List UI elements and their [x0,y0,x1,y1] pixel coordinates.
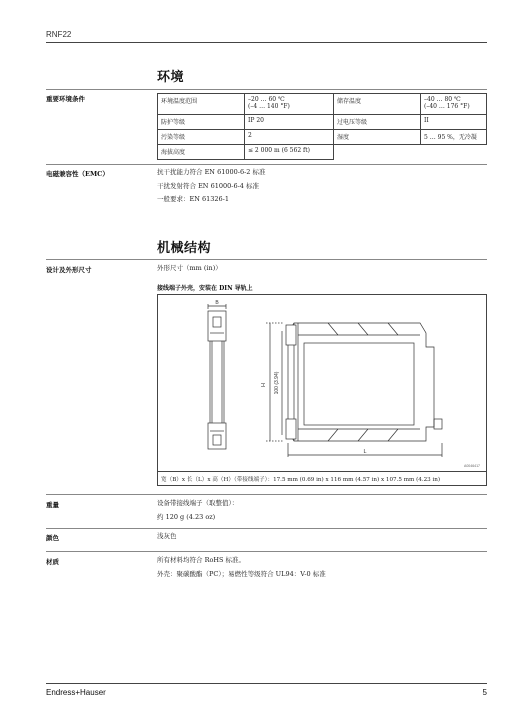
divider [46,89,487,90]
divider [46,494,487,495]
dim-label-100: 100 (3.94) [274,371,280,395]
design-dim-unit: 外形尺寸（mm (in)） [157,264,222,272]
weight-line: 约 120 g (4.23 oz) [157,512,216,521]
table-cell: 环境温度范围 [158,94,245,115]
table-cell: II [421,115,487,130]
material-label: 材质 [46,558,59,566]
divider [46,259,487,260]
emc-line: 一般要求：EN 61326-1 [157,195,230,203]
emc-line: 干扰发射符合 EN 61000-6-4 标准 [157,181,259,190]
table-cell [421,145,487,160]
environment-table [157,93,487,160]
table-row [158,130,487,145]
emc-label: 电磁兼容性（EMC） [46,170,109,178]
header-rule [46,42,487,43]
table-cell [334,145,421,160]
dimension-figure [157,294,487,486]
divider [46,528,487,529]
section-title-environment: 环境 [157,70,185,85]
dim-label-b: B [215,300,219,306]
divider [46,551,487,552]
dim-label-l: L [363,449,367,455]
table-cell: 储存温度 [334,94,421,115]
table-row [158,115,487,130]
table-cell: 5 … 95 %，无冷凝 [421,130,487,145]
divider [46,164,487,165]
table-cell: 过电压等级 [334,115,421,130]
figure-id: A0046417 [464,464,480,468]
dimension-drawing [158,295,488,471]
side-view-body [288,323,434,441]
footer-brand: Endress+Hauser [46,688,106,697]
page-number: 5 [482,688,487,697]
section-title-mechanical: 机械结构 [157,241,212,256]
color-text: 浅灰色 [157,532,177,540]
table-cell: –20 … 60 ℃ (–4 … 140 °F) [245,94,334,115]
figure-caption: 宽（B）x 长（L）x 高（H）（带接线端子）：17.5 mm (0.69 in) x 116 mm (4.57 in) x 107.5 mm (4.23 in) [158,471,486,485]
design-label: 设计及外形尺寸 [46,266,92,274]
table-cell: IP 20 [245,115,334,130]
dim-label-h: H [261,383,267,387]
emc-line: 抗干扰能力符合 EN 61000-6-2 标准 [157,168,266,176]
table-cell: 污染等级 [158,130,245,145]
emc-text [157,166,265,207]
table-cell: 防护等级 [158,115,245,130]
table-cell: ≤ 2 000 m (6 562 ft) [245,145,334,160]
environment-label: 重要环境条件 [46,95,85,103]
doc-id: RNF22 [46,30,72,39]
table-cell: –40 … 80 ℃ (–40 … 176 °F) [421,94,487,115]
footer-rule [46,683,487,684]
material-text [157,554,326,581]
table-cell: 2 [245,130,334,145]
material-line: 外壳：聚碳酸酯（PC）；易燃性等级符合 UL94：V-0 标准 [157,569,326,578]
table-row [158,94,487,115]
color-label: 颜色 [46,534,59,542]
weight-text [157,497,238,524]
figure-subtitle: 接线端子外壳，安装在 DIN 导轨上 [157,285,253,292]
weight-label: 重量 [46,501,59,509]
table-cell: 湿度 [334,130,421,145]
weight-line: 设备带接线端子（取整值）： [157,499,239,507]
table-row [158,145,487,160]
table-cell: 海拔高度 [158,145,245,160]
material-line: 所有材料均符合 RoHS 标准。 [157,556,246,564]
